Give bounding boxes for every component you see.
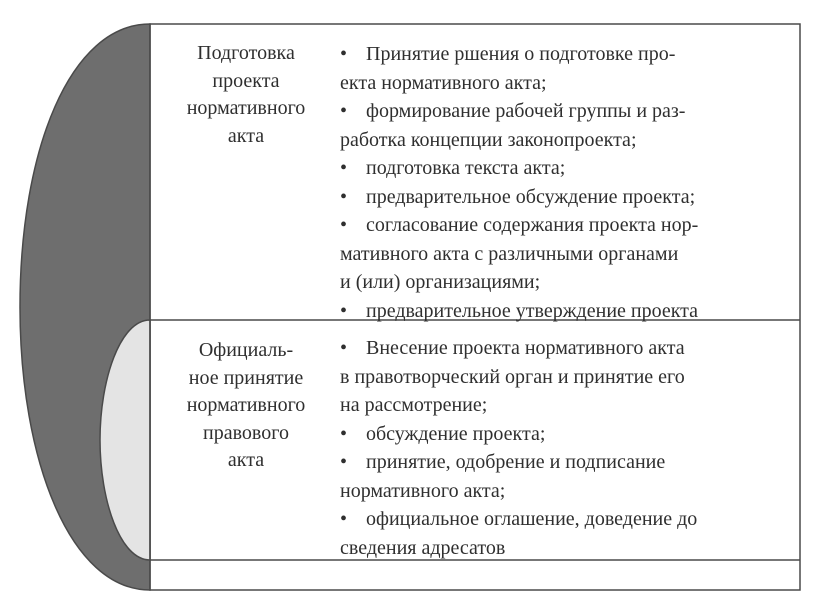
stage-2-step [340, 420, 792, 449]
bullet: • [340, 508, 348, 530]
step-text: согласование содержания проекта нор- мативного акта с различными органами и (или) организациями; [340, 214, 699, 293]
step-text: предварительное утверждение проекта [366, 299, 699, 322]
bullet: • [340, 157, 348, 179]
step-text: предварительное обсуждение проекта; [366, 185, 696, 208]
stage-2-steps [340, 334, 792, 562]
stage-1-steps [340, 40, 792, 325]
step-text: обсуждение проекта; [366, 422, 546, 445]
stage-1-step [340, 97, 792, 154]
bullet: • [340, 185, 348, 208]
step-text: подготовка текста акта; [366, 157, 566, 179]
stage-2-step [340, 448, 792, 505]
bullet: • [340, 337, 348, 359]
stage-1-step [340, 211, 792, 297]
stage-1-title: Подготовка проекта нормативного акта [186, 42, 306, 147]
stage-2-step [340, 334, 792, 420]
step-text: формирование рабочей группы и раз- работка концепции законопроекта; [340, 100, 686, 151]
stage-1-step [340, 297, 792, 326]
stage-2-title: Официаль- ное принятие нормативного правового акта [186, 339, 306, 471]
step-text: официальное оглашение, доведение до сведения адресатов [340, 508, 698, 559]
bullet: • [340, 214, 348, 236]
step-text: Принятие ршения о подготовке про- екта нормативного акта; [340, 43, 676, 94]
step-text: Внесение проекта нормативного акта в правотворческий орган и принятие его на рассмотрение; [340, 337, 685, 416]
stage-1-step [340, 183, 792, 212]
bullet: • [340, 299, 348, 322]
bullet: • [340, 451, 348, 473]
bullet: • [340, 43, 348, 65]
bullet: • [340, 100, 348, 122]
stage-2-step [340, 505, 792, 562]
step-text: принятие, одобрение и подписание нормативного акта; [340, 451, 666, 502]
bullet: • [340, 422, 348, 445]
stage-1-step [340, 154, 792, 183]
stage-1-step [340, 40, 792, 97]
